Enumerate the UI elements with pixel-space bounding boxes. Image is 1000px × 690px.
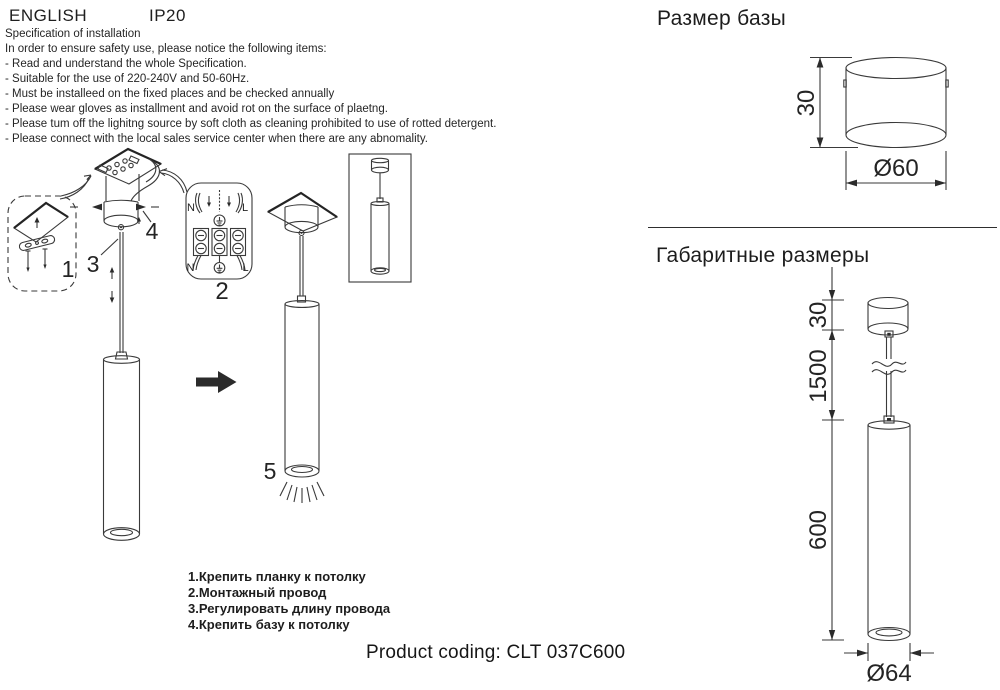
installation-diagram [0,140,460,568]
spec-item: - Please connect with the local sales service center when there are any abnomality. [5,133,428,145]
earth-symbol-icon [214,215,225,226]
curved-arrow-icon [159,169,187,193]
earth-symbol-icon [214,263,225,274]
terminal-l-top-label: L [241,202,249,214]
pendant-tube-drawing [104,352,140,540]
base-diameter-label: Ø60 [873,155,919,182]
legend-item: 2.Монтажный провод [188,585,327,600]
overall-base-height-label: 30 [805,301,832,329]
step-1-label: 1 [61,256,75,282]
spec-item: - Must be installeed on the fixed places and be checked annually [5,88,335,100]
step-4-label: 4 [145,218,159,244]
screw-icon [26,249,48,272]
vertical-dimensions [805,267,844,640]
language-label: ENGLISH [9,6,88,25]
spec-item: - Please wear gloves as installment and avoid rot on the surface of plaetng. [5,103,388,115]
ip-rating-label: IP20 [149,6,186,25]
spec-item: - Read and understand the whole Specification. [5,58,247,70]
canopy-assembly-drawing [70,149,161,277]
terminal-n-bottom-label: N [186,262,195,274]
spec-title: Specification of installation [5,28,141,40]
terminal-screws [194,229,246,256]
legend-item: 4.Крепить базу к потолку [188,617,350,632]
bracket-callout-drawing [8,196,76,291]
step-2-label: 2 [215,278,229,305]
legend-item: 3.Регулировать длину провода [188,601,391,616]
base-height-label: 30 [793,89,820,117]
base-size-drawing [780,45,1000,200]
suspension-cord-drawing [110,232,123,353]
overall-size-title: Габаритные размеры [656,244,870,267]
cord-length-label: 1500 [805,349,832,403]
spec-item: - Suitable for the use of 220-240V and 50-60Hz. [5,73,250,85]
tube-diameter-dimension [844,643,934,687]
specification-text [5,27,496,147]
base-cylinder [844,58,948,148]
spec-item: - Please tum off the lighitng source by soft cloth as cleaning prohibited to use of rotted detergent. [5,118,497,130]
step-3-label: 3 [86,251,100,277]
step-5-label: 5 [263,458,277,484]
pendant-overview-inset [349,154,411,282]
curved-arrow-icon [60,175,91,199]
installed-pendant-drawing [264,193,337,503]
base-size-title: Размер базы [657,7,787,30]
terminal-block-drawing [186,183,252,305]
terminal-l-bottom-label: L [242,262,249,274]
section-divider [648,227,997,228]
terminal-n-top-label: N [187,202,195,214]
product-coding: Product coding: CLT 037C600 [366,642,626,663]
installation-legend [188,569,390,633]
light-rays-icon [280,482,324,503]
mounting-strip [19,235,56,251]
spec-intro: In order to ensure safety use, please notice the following items: [5,43,327,55]
transition-arrow-icon [196,371,237,393]
overall-size-drawing [780,260,1000,690]
legend-item: 1.Крепить планку к потолку [188,569,366,584]
tube-length-label: 600 [805,509,832,551]
tube-diameter-label: Ø64 [866,660,912,687]
pendant-side-view [868,298,910,641]
diameter-dimension [846,151,946,190]
